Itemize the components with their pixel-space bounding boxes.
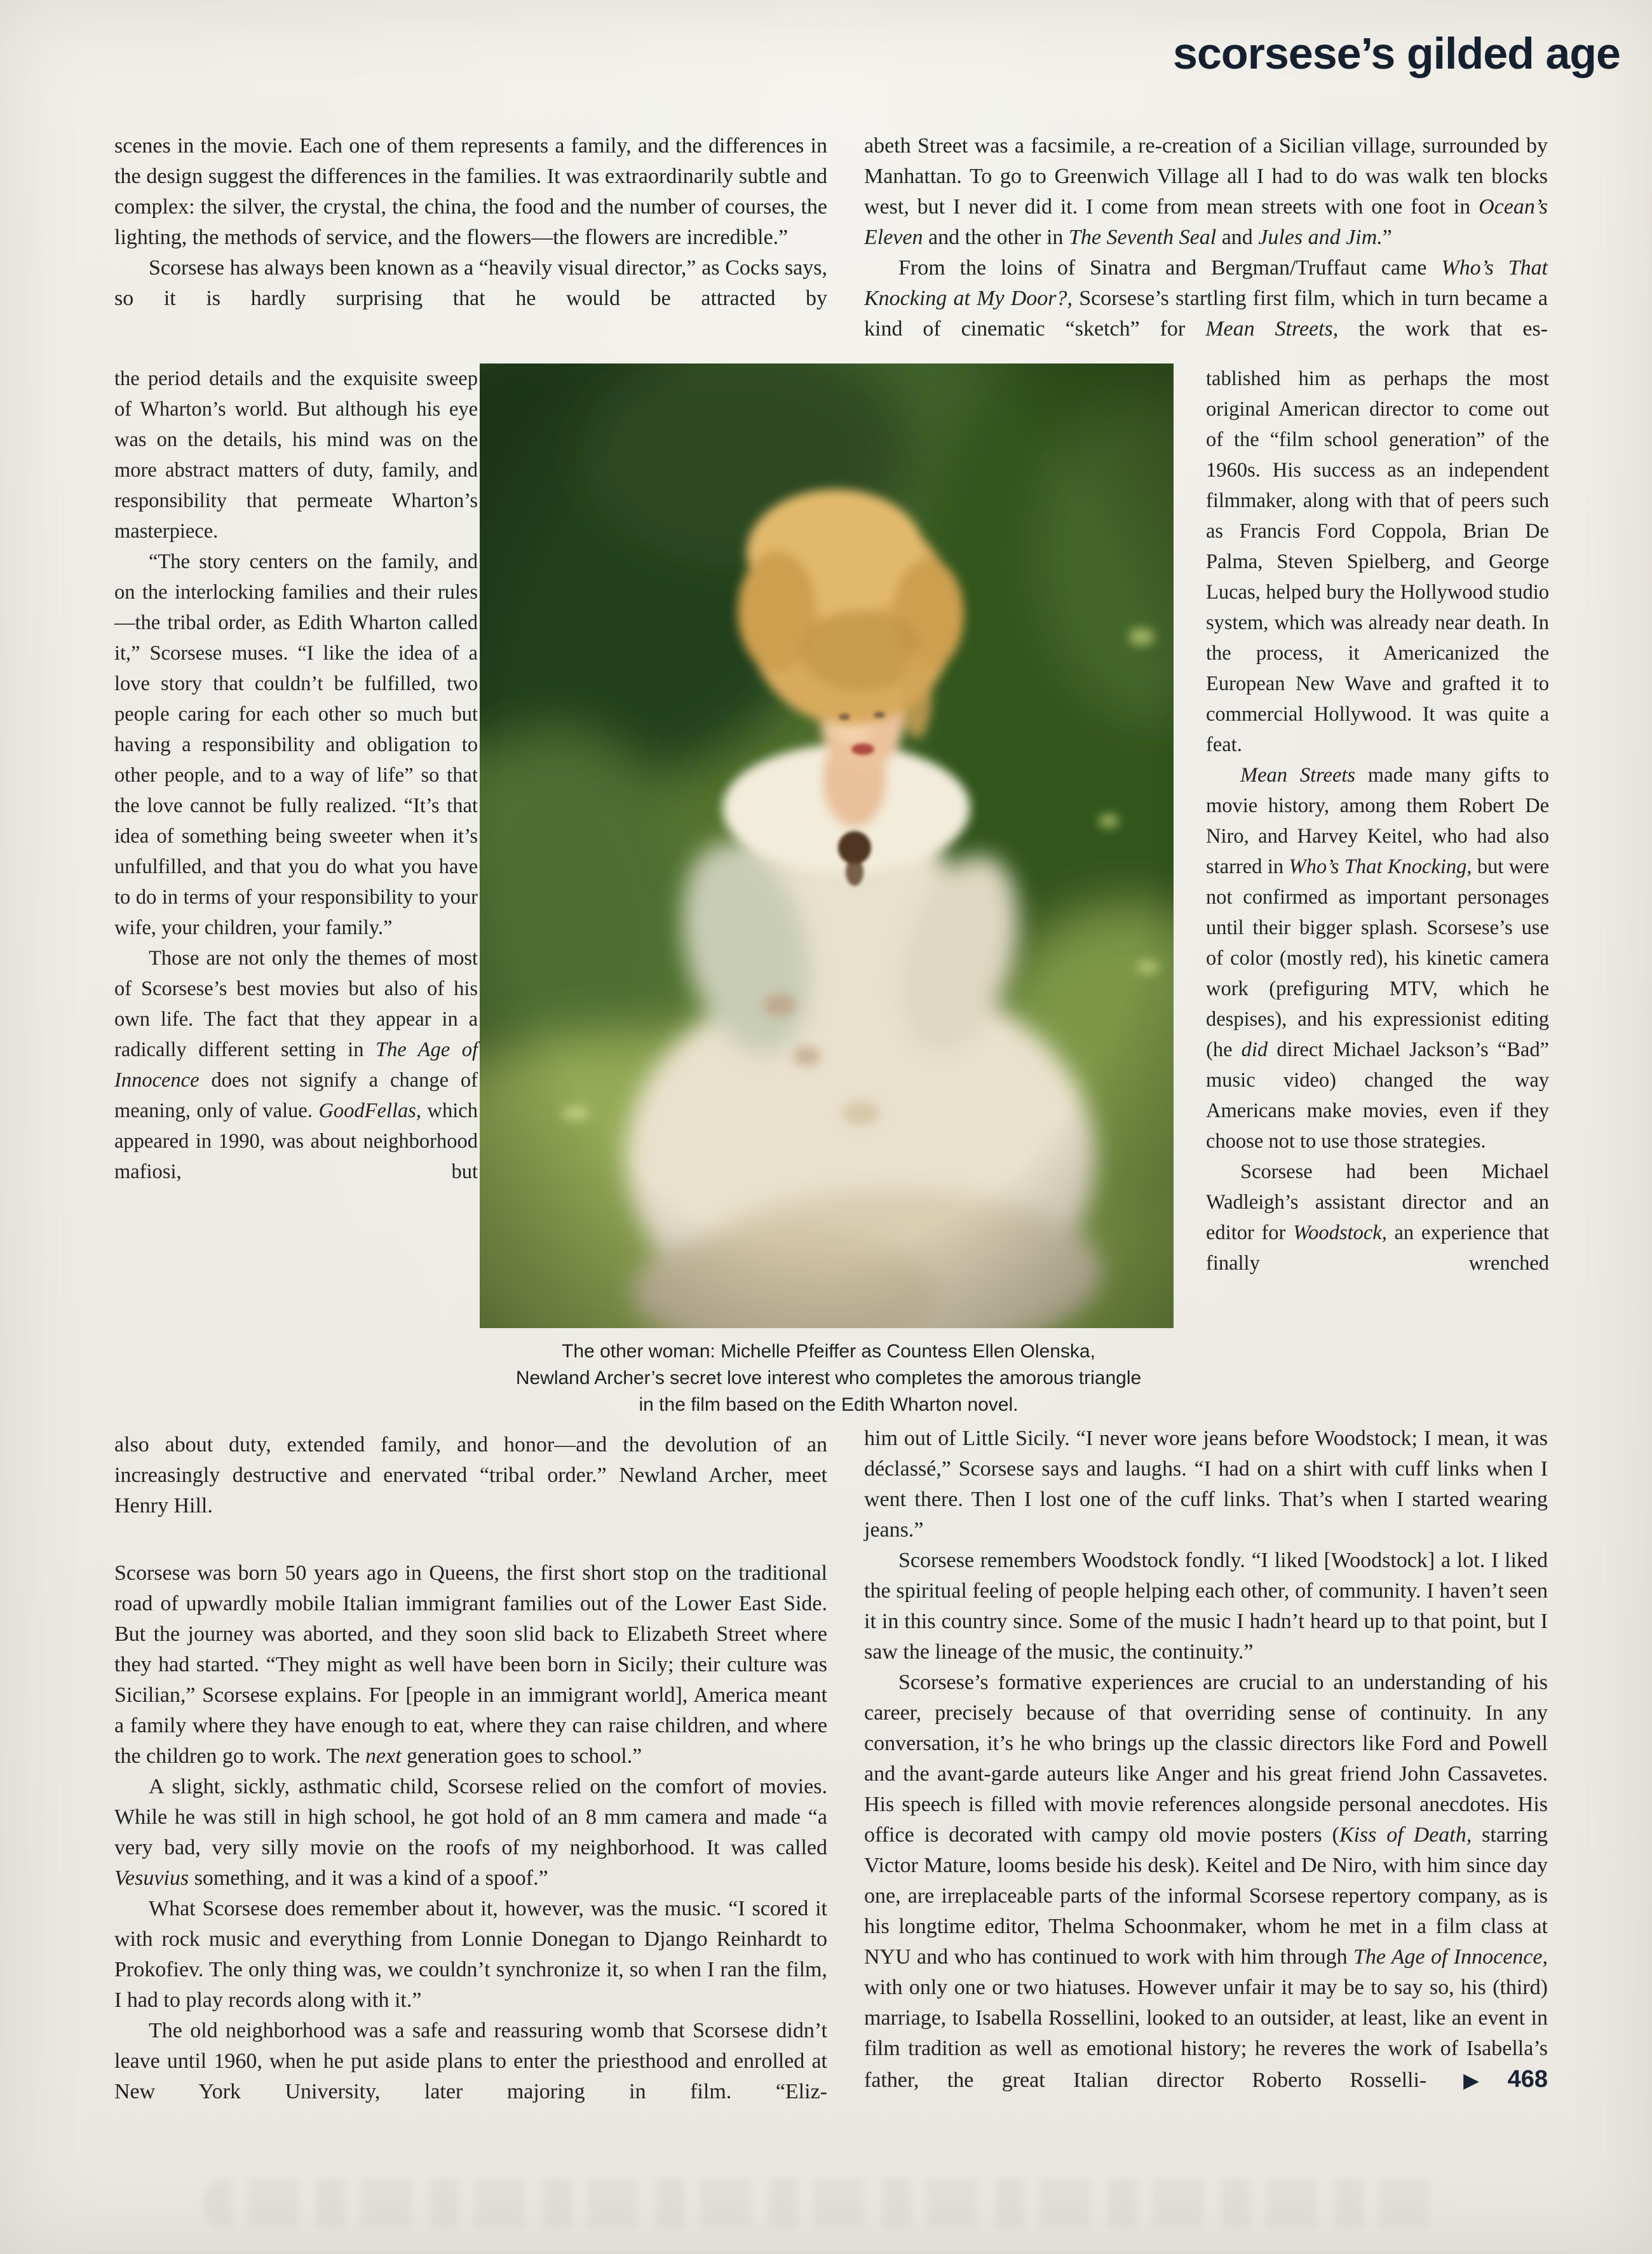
text-run: starring Victor Mature, looms beside his desk). Keitel and De Niro, with him since day one, are irreplaceable parts of the informal Scorsese repertory company, as is his longtime editor, Thelma Schoonmaker, whom he met in a film class at NYU and who has continued to work with him through: [864, 1823, 1548, 1969]
photo-caption: [459, 1338, 1198, 1418]
text-run: Scorsese remembers Woodstock fondly. “I liked [Woodstock] a lot. I liked the spiritual feeling of people helping each other, of community. I haven’t seen it in this country since. Some of the music I hadn’t heard up to that point, but I saw the lineage of the music, the continuity.”: [864, 1549, 1548, 1664]
continued-arrow-icon: ▶: [1463, 2070, 1501, 2091]
italic-text: Woodstock,: [1293, 1221, 1387, 1244]
article-column-left-bottom: [114, 1558, 827, 2107]
page-title: scorsese’s gilded age: [1173, 29, 1620, 78]
text-run: Scorsese had been Michael Wadleigh’s assistant director and an editor for: [1206, 1160, 1549, 1244]
text-run: abeth Street was a facsimile, a re-creation of a Sicilian village, surrounded by Manhattan. To go to Greenwich Village all I had to do was walk ten blocks west, but I never did it. I come from mean streets with one foot in: [864, 134, 1548, 219]
italic-text: Mean Streets: [1240, 764, 1356, 787]
text-run: does not signify a change of meaning, only of value.: [114, 1069, 478, 1122]
text-run: but were not confirmed as important personages until their bigger splash. Scorsese’s use of color (mostly red), his kinetic camera work (prefiguring MTV, which he despises), and his expressionist editing (he: [1206, 855, 1549, 1061]
text-run: Scorsese’s formative experiences are crucial to an understanding of his career, precisely because of that overriding sense of continuity. In any conversation, it’s he who brings up the classic directors like Ford and Powell and the avant-garde auteurs like Anger and his great friend John Cassavetes. His speech is filled with movie references alongside personal anecdotes. His office is decorated with campy old movie posters (: [864, 1671, 1548, 1847]
photo-michelle-pfeiffer: [480, 363, 1174, 1328]
text-run: and: [1216, 226, 1259, 249]
text-run: which appeared in 1990, was about neighborhood mafiosi, but: [114, 1099, 478, 1183]
italic-text: Vesuvius: [114, 1866, 189, 1890]
italic-text: Jules and Jim.: [1258, 226, 1383, 249]
caption-line: The other woman: Michelle Pfeiffer as Countess Ellen Olenska,: [562, 1341, 1095, 1362]
continued-page-number: 468: [1507, 2066, 1548, 2093]
paragraph: [1206, 1157, 1549, 1279]
article-column-left-middle: [114, 1430, 827, 1521]
text-run: “The story centers on the family, and on the interlocking families and their rules—the tribal order, as Edith Wharton called it,” Scorsese muses. “I like the idea of a love story that couldn’t be fulfilled, two people caring for each other so much but having a responsibility and obligation to other people, and to a way of life” so that the love cannot be fully realized. “It’s that idea of something being sweeter when it’s unfulfilled, and that you do what you have to do in terms of your responsibility to your wife, your children, your family.”: [114, 550, 478, 939]
text-run: the work that es-: [1338, 317, 1548, 341]
text-run: tablished him as perhaps the most original American director to come out of the “film school generation” of the 1960s. His success as an independent filmmaker, along with that of peers such as Francis Ford Coppola, Brian De Palma, Steven Spielberg, and George Lucas, helped bury the Hollywood studio system, which was already near death. In the process, it Americanized the European New Wave and grafted it to commercial Hollywood. It was quite a feat.: [1206, 367, 1549, 756]
text-run: The old neighborhood was a safe and reassuring womb that Scorsese didn’t leave until 1960, when he put aside plans to enter the priesthood and enrolled at New York University, later majoring in film. “Eliz-: [114, 2019, 827, 2103]
italic-text: Who’s That Knocking at My Door?,: [864, 256, 1548, 310]
paragraph: [114, 2016, 827, 2107]
paragraph: [864, 1423, 1548, 1545]
continued-marker: [1455, 2068, 1548, 2092]
italic-text: Who’s That Knocking,: [1289, 855, 1472, 878]
text-run: an experience that finally wrenched: [1206, 1221, 1550, 1275]
article-column-left-top: [114, 131, 827, 314]
paragraph: [864, 253, 1548, 344]
italic-text: did: [1241, 1038, 1268, 1061]
text-run: him out of Little Sicily. “I never wore jeans before Woodstock; I mean, it was déclassé,” Scorsese says and laughs. “I had on a shirt with cuff links when I went there. Then I lost one of the cuff links. That’s when I started wearing jeans.”: [864, 1427, 1548, 1542]
italic-text: Ocean’s Eleven: [864, 195, 1548, 249]
article-column-left-narrow: [114, 363, 478, 1187]
text-run: ”: [1382, 226, 1392, 249]
text-run: Scorsese’s startling first film, which in turn became a kind of cinematic “sketch” for: [864, 287, 1548, 341]
paragraph: [114, 1894, 827, 2016]
page-show-through: [203, 2178, 1449, 2228]
paragraph: [114, 943, 478, 1187]
text-run: A slight, sickly, asthmatic child, Scorsese relied on the comfort of movies. While he was still in high school, he got hold of an 8 mm camera and made “a very bad, very silly movie on the roofs of my neighborhood. It was called: [114, 1775, 827, 1859]
text-run: direct Michael Jackson’s “Bad” music video) changed the way Americans make movies, even if they choose not to use those strategies.: [1206, 1038, 1550, 1153]
paragraph: [1206, 363, 1549, 760]
text-run: Scorsese was born 50 years ago in Queens, the first short stop on the traditional road of upwardly mobile Italian immigrant families out of the Lower East Side. But the journey was aborted, and they soon slid back to Elizabeth Street where they had started. “They might as well have been born in Sicily; their culture was Sicilian,” Scorsese explains. For [people in an immigrant world], America meant a family where they have enough to eat, where they can raise children, and where the children go to work. The: [114, 1561, 827, 1768]
text-run: made many gifts to movie history, among them Robert De Niro, and Harvey Keitel, who had also starred in: [1206, 764, 1549, 878]
paragraph: [1206, 760, 1549, 1157]
text-run: What Scorsese does remember about it, however, was the music. “I scored it with rock music and everything from Lonnie Donegan to Django Reinhardt to Prokofiev. The only thing was, we couldn’t synchronize it, so when I ran the film, I had to play records along with it.”: [114, 1897, 827, 2012]
italic-text: GoodFellas,: [318, 1099, 422, 1122]
text-run: also about duty, extended family, and honor—and the devolution of an increasingly destructive and enervated “tribal order.” Newland Archer, meet Henry Hill.: [114, 1433, 827, 1517]
paragraph: [114, 1430, 827, 1521]
paragraph: [114, 131, 827, 253]
italic-text: The Age of Innocence: [114, 1038, 478, 1092]
italic-text: Mean Streets,: [1205, 317, 1339, 341]
text-run: scenes in the movie. Each one of them represents a family, and the differences in the design suggest the differences in the families. It was extraordinarily subtle and complex: the silver, the crystal, the china, the food and the number of courses, the lighting, the methods of service, and the flowers—the flowers are incredible.”: [114, 134, 827, 249]
paragraph: [114, 547, 478, 943]
photo-illustration: [480, 363, 1174, 1328]
article-column-right-top: [864, 131, 1548, 344]
paragraph: [114, 1558, 827, 1772]
article-column-right-bottom: [864, 1423, 1548, 2096]
text-run: Those are not only the themes of most of Scorsese’s best movies but also of his own life. The fact that they appear in a radically different setting in: [114, 947, 478, 1061]
paragraph: [864, 1545, 1548, 1667]
article-column-right-narrow: [1206, 363, 1549, 1279]
caption-line: in the film based on the Edith Wharton novel.: [639, 1394, 1019, 1415]
paragraph: [864, 131, 1548, 253]
paragraph: [864, 1667, 1548, 2096]
italic-text: next: [365, 1744, 402, 1768]
text-run: the period details and the exquisite sweep of Wharton’s world. But although his eye was on the details, his mind was on the more abstract matters of duty, family, and responsibility that permeate Wharton’s masterpiece.: [114, 367, 478, 543]
text-run: with only one or two hiatuses. However unfair it may be to say so, his (third) marriage, to Isabella Rossellini, looked to an outsider, at least, like an event in film tradition as well as emotional history; he reveres the work of Isabella’s father, the great Italian director Roberto Rosselli-: [864, 1976, 1548, 2092]
text-run: From the loins of Sinatra and Bergman/Truffaut came: [898, 256, 1442, 280]
text-run: and the other in: [923, 226, 1069, 249]
text-run: Scorsese has always been known as a “heavily visual director,” as Cocks says, so it is hardly surprising that he would be attracted by: [114, 256, 827, 310]
caption-line: Newland Archer’s secret love interest who completes the amorous triangle: [515, 1368, 1142, 1388]
italic-text: Kiss of Death,: [1339, 1823, 1472, 1847]
text-run: generation goes to school.”: [401, 1744, 642, 1768]
text-run: something, and it was a kind of a spoof.”: [189, 1866, 548, 1890]
paragraph: [114, 1772, 827, 1894]
italic-text: The Age of Innocence,: [1353, 1945, 1548, 1969]
paragraph: [114, 253, 827, 314]
italic-text: The Seventh Seal: [1068, 226, 1217, 249]
paragraph: [114, 363, 478, 547]
